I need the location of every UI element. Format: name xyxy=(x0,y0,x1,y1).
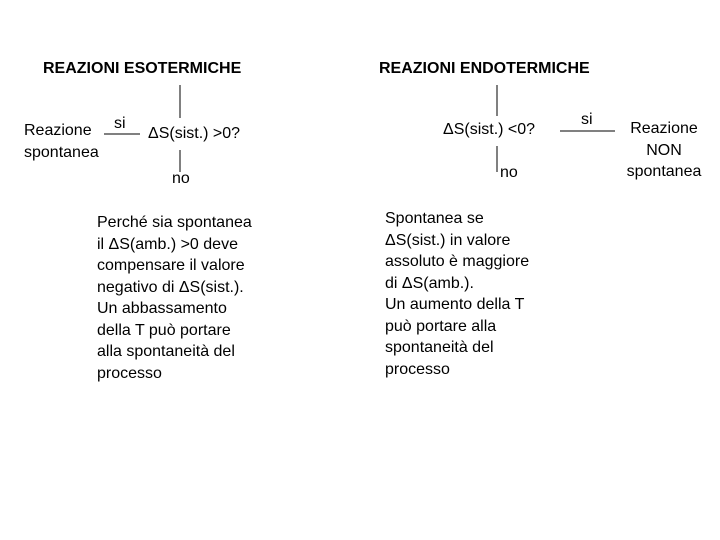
outcome-line: della T può portare xyxy=(97,321,231,339)
exothermic-yes-outcome xyxy=(24,120,99,163)
outcome-line: assoluto è maggiore xyxy=(385,253,530,270)
outcome-line: può portare alla xyxy=(385,317,497,335)
outcome-line: di ΔS(amb.). xyxy=(385,274,474,292)
outcome-line: spontaneità del xyxy=(385,339,494,356)
outcome-line: NON xyxy=(646,141,682,159)
outcome-line: ΔS(sist.) in valore xyxy=(385,231,511,249)
outcome-line: Un aumento della T xyxy=(385,296,525,313)
outcome-line: spontanea xyxy=(24,143,99,161)
outcome-line: processo xyxy=(385,360,450,378)
outcome-line: processo xyxy=(97,364,162,382)
exothermic-no-outcome xyxy=(97,212,252,384)
outcome-line: Spontanea se xyxy=(385,210,484,227)
exothermic-question: ΔS(sist.) >0? xyxy=(148,125,241,142)
outcome-line: alla spontaneità del xyxy=(97,343,235,360)
endothermic-question: ΔS(sist.) <0? xyxy=(443,121,536,138)
exothermic-title: REAZIONI ESOTERMICHE xyxy=(43,60,242,77)
outcome-line: Un abbassamento xyxy=(97,300,227,317)
exothermic-no-label: no xyxy=(172,170,190,187)
endothermic-yes-label: si xyxy=(581,111,593,128)
outcome-line: Reazione xyxy=(630,120,698,137)
outcome-line: spontanea xyxy=(626,163,702,180)
outcome-line: Perché sia spontanea xyxy=(97,214,252,231)
endothermic-title: REAZIONI ENDOTERMICHE xyxy=(379,60,590,77)
endothermic-yes-outcome xyxy=(620,118,708,183)
outcome-line: compensare il valore xyxy=(97,257,245,274)
outcome-line: negativo di ΔS(sist.). xyxy=(97,278,244,296)
outcome-line: il ΔS(amb.) >0 deve xyxy=(97,235,238,253)
endothermic-no-outcome xyxy=(385,208,529,380)
outcome-line: Reazione xyxy=(24,122,92,139)
endothermic-no-label: no xyxy=(500,164,518,181)
exothermic-yes-label: si xyxy=(114,115,126,132)
